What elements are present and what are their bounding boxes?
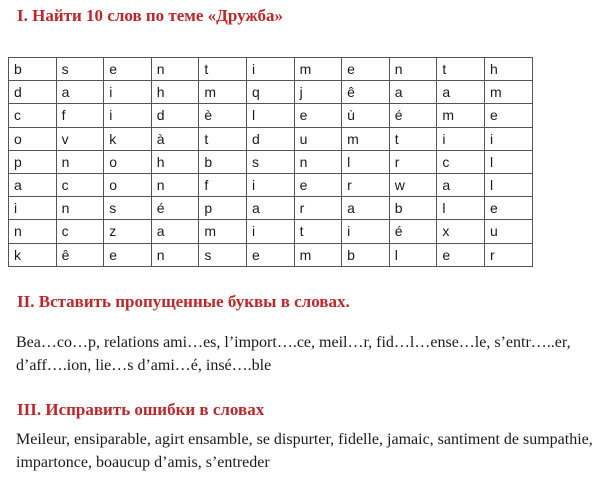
grid-cell: n	[151, 58, 199, 81]
grid-cell: o	[9, 127, 57, 150]
grid-cell: ê	[342, 81, 390, 104]
grid-cell: h	[151, 150, 199, 173]
grid-cell: n	[389, 58, 437, 81]
grid-cell: r	[294, 197, 342, 220]
grid-cell: z	[104, 220, 152, 243]
grid-cell: r	[484, 243, 532, 266]
grid-cell: i	[104, 81, 152, 104]
grid-row	[9, 150, 533, 173]
grid-cell: a	[56, 81, 104, 104]
grid-cell: b	[342, 243, 390, 266]
grid-cell: v	[56, 127, 104, 150]
grid-cell: a	[389, 81, 437, 104]
grid-cell: m	[294, 58, 342, 81]
grid-cell: n	[56, 197, 104, 220]
grid-cell: a	[437, 81, 485, 104]
grid-cell: c	[56, 173, 104, 196]
grid-cell: a	[151, 220, 199, 243]
grid-cell: w	[389, 173, 437, 196]
grid-cell: f	[199, 173, 247, 196]
grid-cell: n	[151, 173, 199, 196]
grid-cell: e	[104, 243, 152, 266]
grid-cell: e	[104, 58, 152, 81]
grid-cell: s	[199, 243, 247, 266]
grid-cell: f	[56, 104, 104, 127]
grid-cell: a	[9, 173, 57, 196]
grid-row	[9, 243, 533, 266]
grid-cell: t	[294, 220, 342, 243]
grid-cell: o	[104, 150, 152, 173]
grid-cell: t	[437, 58, 485, 81]
section-3-title: III. Исправить ошибки в словах	[17, 400, 265, 419]
grid-row	[9, 81, 533, 104]
section-2-title: II. Вставить пропущенные буквы в словах.	[17, 292, 350, 311]
grid-cell: l	[246, 104, 294, 127]
grid-cell: ê	[56, 243, 104, 266]
grid-cell: c	[437, 150, 485, 173]
word-search-grid	[8, 57, 533, 267]
grid-cell: e	[294, 173, 342, 196]
grid-row	[9, 173, 533, 196]
grid-cell: t	[199, 58, 247, 81]
grid-cell: d	[246, 127, 294, 150]
grid-cell: j	[294, 81, 342, 104]
grid-cell: q	[246, 81, 294, 104]
grid-cell: o	[104, 173, 152, 196]
grid-cell: i	[342, 220, 390, 243]
grid-cell: i	[484, 127, 532, 150]
grid-row	[9, 197, 533, 220]
grid-cell: n	[9, 220, 57, 243]
grid-cell: k	[9, 243, 57, 266]
grid-cell: b	[389, 197, 437, 220]
grid-cell: p	[199, 197, 247, 220]
grid-cell: l	[484, 173, 532, 196]
grid-cell: m	[342, 127, 390, 150]
grid-cell: l	[342, 150, 390, 173]
grid-cell: a	[437, 173, 485, 196]
grid-cell: é	[151, 197, 199, 220]
grid-cell: s	[246, 150, 294, 173]
grid-row	[9, 220, 533, 243]
grid-cell: l	[484, 150, 532, 173]
grid-cell: é	[389, 104, 437, 127]
grid-cell: m	[199, 81, 247, 104]
grid-cell: b	[9, 58, 57, 81]
grid-cell: i	[9, 197, 57, 220]
grid-cell: h	[484, 58, 532, 81]
grid-row	[9, 127, 533, 150]
grid-cell: n	[294, 150, 342, 173]
grid-cell: b	[199, 150, 247, 173]
section-1-title: I. Найти 10 слов по теме «Дружба»	[17, 6, 283, 25]
grid-cell: e	[484, 197, 532, 220]
grid-cell: r	[342, 173, 390, 196]
grid-cell: m	[437, 104, 485, 127]
grid-cell: d	[9, 81, 57, 104]
grid-cell: m	[484, 81, 532, 104]
grid-cell: s	[104, 197, 152, 220]
grid-cell: é	[389, 220, 437, 243]
grid-cell: u	[484, 220, 532, 243]
grid-cell: à	[151, 127, 199, 150]
grid-cell: a	[246, 197, 294, 220]
grid-cell: t	[389, 127, 437, 150]
section-2-text: Bea…co…p, relations ami…es, l’import….ce, meil…r, fid…l…ense…le, s’entr…..er, d’aff….ion, lie…s d’ami…é, insé….ble	[16, 334, 571, 374]
grid-row	[9, 104, 533, 127]
grid-cell: r	[389, 150, 437, 173]
grid-cell: n	[56, 150, 104, 173]
grid-cell: e	[246, 243, 294, 266]
grid-cell: h	[151, 81, 199, 104]
grid-cell: e	[484, 104, 532, 127]
grid-cell: c	[9, 104, 57, 127]
grid-row	[9, 58, 533, 81]
grid-cell: è	[199, 104, 247, 127]
grid-cell: i	[246, 58, 294, 81]
grid-cell: a	[342, 197, 390, 220]
grid-cell: i	[104, 104, 152, 127]
grid-cell: c	[56, 220, 104, 243]
grid-cell: m	[199, 220, 247, 243]
grid-cell: l	[389, 243, 437, 266]
grid-cell: x	[437, 220, 485, 243]
grid-cell: i	[246, 173, 294, 196]
grid-cell: i	[246, 220, 294, 243]
section-3-text: Meileur, ensiparable, agirt ensamble, se dispurter, fidelle, jamaic, santiment de sumpathie, impartonce, boaucup d’amis, s’entreder	[16, 431, 593, 471]
grid-cell: l	[437, 197, 485, 220]
grid-cell: n	[151, 243, 199, 266]
grid-cell: e	[437, 243, 485, 266]
grid-cell: m	[294, 243, 342, 266]
grid-cell: d	[151, 104, 199, 127]
grid-cell: ù	[342, 104, 390, 127]
grid-cell: p	[9, 150, 57, 173]
grid-cell: u	[294, 127, 342, 150]
grid-cell: e	[342, 58, 390, 81]
grid-cell: s	[56, 58, 104, 81]
grid-cell: k	[104, 127, 152, 150]
grid-cell: i	[437, 127, 485, 150]
grid-cell: t	[199, 127, 247, 150]
grid-cell: e	[294, 104, 342, 127]
